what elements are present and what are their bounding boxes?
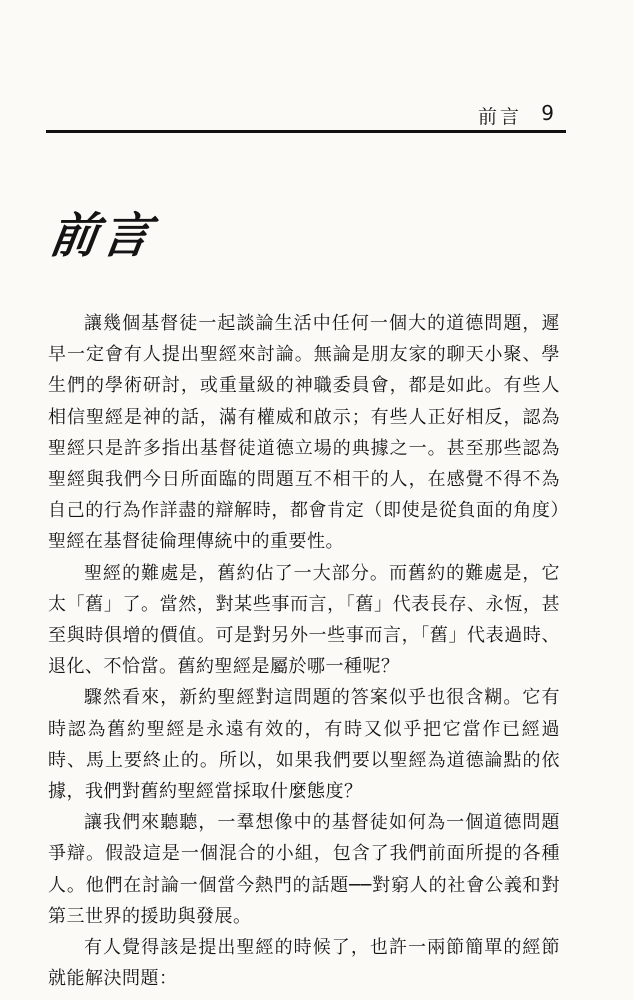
- paragraph: 讓幾個基督徒一起談論生活中任何一個大的道德問題，遲早一定會有人提出聖經來討論。無論是朋友家的聊天小聚、學生們的學術研討，或重量級的神職委員會，都是如此。有些人相信聖經是神的話，滿有權威和啟示；有些人正好相反，認為聖經只是許多指出基督徒道德立場的典據之一。甚至那些認為聖經與我們今日所面臨的問題互不相干的人，在感覺不得不為自己的行為作詳盡的辯解時，都會肯定（即使是從負面的角度）聖經在基督徒倫理傳統中的重要性。: [48, 313, 560, 553]
- chapter-title: 前言: [46, 208, 158, 264]
- paragraph: 聖經的難處是，舊約佔了一大部分。而舊約的難處是，它太「舊」了。當然，對某些事而言，「舊」代表長存、永恆，甚至與時俱增的價值。可是對另外一些事而言，「舊」代表過時、退化、不恰當。舊約聖經是屬於哪一種呢？: [48, 562, 560, 678]
- header-rule: [46, 130, 566, 133]
- running-title: 前言: [477, 106, 522, 128]
- body-text: [48, 308, 560, 994]
- paragraph: 讓我們來聽聽，一羣想像中的基督徒如何為一個道德問題爭辯。假設這是一個混合的小組，包含了我們前面所提的各種人。他們在討論一個當今熱門的話題──對窮人的社會公義和對第三世界的援助與發展。: [48, 812, 560, 927]
- page-number: 9: [541, 101, 554, 125]
- paragraph: 有人覺得該是提出聖經的時候了，也許一兩節簡單的經節就能解決問題：: [48, 937, 560, 990]
- page-header: [46, 100, 564, 128]
- paragraph: 驟然看來，新約聖經對這問題的答案似乎也很含糊。它有時認為舊約聖經是永遠有效的，有時又似乎把它當作已經過時、馬上要終止的。所以，如果我們要以聖經為道德論點的依據，我們對舊約聖經當採取什麼態度？: [48, 687, 560, 803]
